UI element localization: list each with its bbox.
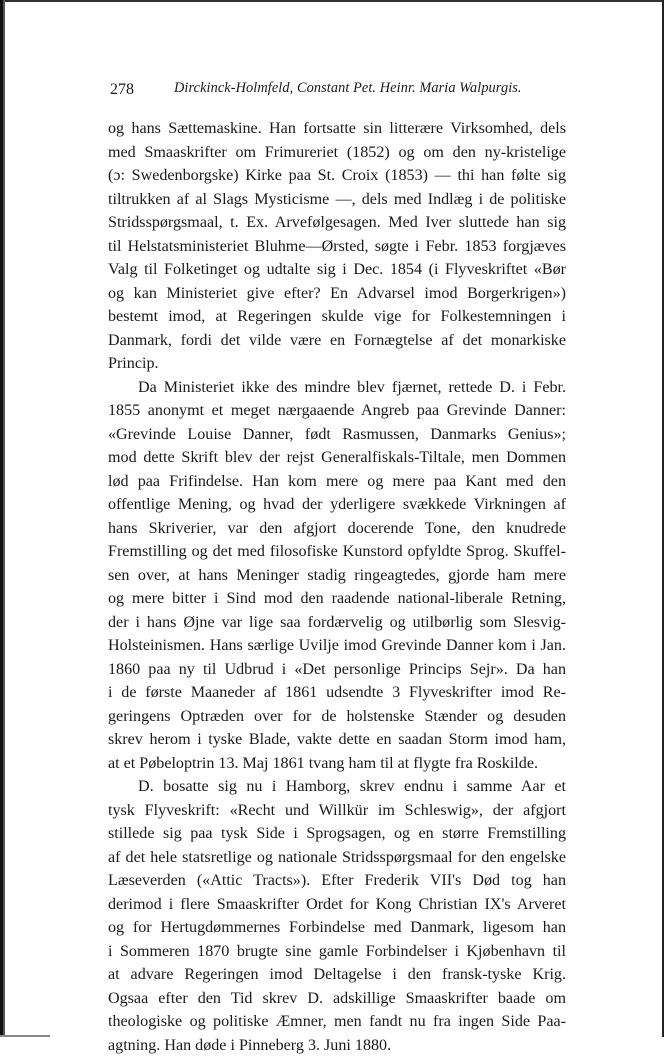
text-line: at et Pøbeloptrin 13. Maj 1861 tvang ham til at flygte fra Roskilde. (108, 752, 566, 776)
text-line: tysk Flyveskrift: «Recht und Willkür im Schleswig», der afgjort (108, 799, 566, 823)
text-line: i Sommeren 1870 brugte sine gamle Forbindelser i Kjøbenhavn til (108, 940, 566, 964)
text-line: sen over, at hans Meninger stadig ringeagtedes, gjorde ham mere (108, 564, 566, 588)
text-line: bestemt imod, at Regeringen skulde vige for Folkestemningen i (108, 305, 566, 329)
text-line: stillede sig paa tysk Side i Sprogsagen, og en større Fremstilling (108, 822, 566, 846)
scan-border-top (0, 0, 664, 2)
paragraph-3 (108, 775, 566, 1057)
text-line: «Grevinde Louise Danner, født Rasmussen, Danmarks Genius»; (108, 423, 566, 447)
text-line: 1860 paa ny til Udbrud i «Det personlige Princips Sejr». Da han (108, 658, 566, 682)
body-text (108, 117, 566, 1057)
text-line: Stridsspørgsmaal, t. Ex. Arvefølgesagen. Med Iver sluttede han sig (108, 211, 566, 235)
text-line: Valg til Folketinget og udtalte sig i Dec. 1854 (i Flyveskriftet «Bør (108, 258, 566, 282)
text-line: Læseverden («Attic Tracts»). Efter Frederik VII's Død tog han (108, 869, 566, 893)
text-line: 1855 anonymt et meget nærgaaende Angreb paa Grevinde Danner: (108, 399, 566, 423)
text-line: med Smaaskrifter om Frimureriet (1852) og om den ny-kristelige (108, 141, 566, 165)
page-number: 278 (110, 81, 134, 99)
paragraph-1 (108, 117, 566, 376)
text-line: skrev herom i tyske Blade, vakte dette en saadan Storm imod ham, (108, 728, 566, 752)
text-line: Ogsaa efter den Tid skrev D. adskillige Smaaskrifter baade om (108, 987, 566, 1011)
text-line: agtning. Han døde i Pinneberg 3. Juni 1880. (108, 1034, 566, 1057)
text-line: Fremstilling og det med filosofiske Kunstord opfyldte Sprog. Skuffel- (108, 540, 566, 564)
text-line: Da Ministeriet ikke des mindre blev fjærnet, rettede D. i Febr. (108, 376, 566, 400)
text-line: (ɔ: Swedenborgske) Kirke paa St. Croix (1853) — thi han følte sig (108, 164, 566, 188)
text-line: mod dette Skrift blev der rejst Generalfiskals-Tiltale, men Dommen (108, 446, 566, 470)
text-line: lød paa Frifindelse. Han kom mere og mere paa Kant med den (108, 470, 566, 494)
text-line: til Helstatsministeriet Bluhme—Ørsted, søgte i Febr. 1853 forgjæves (108, 235, 566, 259)
text-line: hans Skriverier, var den afgjort docerende Tone, den knudrede (108, 517, 566, 541)
text-line: offentlige Mening, og hvad der yderligere svækkede Virkningen af (108, 493, 566, 517)
text-line: tiltrukken af al Slags Mysticisme —, dels med Indlæg i de politiske (108, 188, 566, 212)
text-line: og hans Sættemaskine. Han fortsatte sin litterære Virksomhed, dels (108, 117, 566, 141)
text-line: D. bosatte sig nu i Hamborg, skrev endnu i samme Aar et (108, 775, 566, 799)
text-line: i de første Maaneder af 1861 udsendte 3 Flyveskrifter imod Re- (108, 681, 566, 705)
text-line: og kan Ministeriet give efter? En Advarsel imod Borgerkrigen») (108, 282, 566, 306)
text-line: Danmark, fordi det vilde være en Fornægtelse af det monarkiske (108, 329, 566, 353)
text-line: at advare Regeringen imod Deltagelse i den fransk-tyske Krig. (108, 963, 566, 987)
text-line: geringens Optræden over for de holstenske Stænder og desuden (108, 705, 566, 729)
text-line: theologiske og politiske Æmner, men fandt nu fra ingen Side Paa- (108, 1010, 566, 1034)
text-line: Princip. (108, 352, 566, 376)
running-head: Dirckinck-Holmfeld, Constant Pet. Heinr. Maria Walpurgis. (174, 80, 522, 97)
scan-border-left-shadow (3, 0, 5, 1037)
text-line: derimod i flere Smaaskrifter Ordet for Kong Christian IX's Arveret (108, 893, 566, 917)
text-line: af det hele statsretlige og nationale Stridsspørgsmaal for den engelske (108, 846, 566, 870)
text-line: der i hans Øjne var lige saa fordærvelig og utilbørlig som Slesvig- (108, 611, 566, 635)
paragraph-2 (108, 376, 566, 776)
text-line: og for Hertugdømmernes Forbindelse med Danmark, ligesom han (108, 916, 566, 940)
text-line: Holsteinismen. Hans særlige Uvilje imod Grevinde Danner kom i Jan. (108, 634, 566, 658)
page-header (108, 78, 568, 100)
text-line: og mere bitter i Sind mod den raadende national-liberale Retning, (108, 587, 566, 611)
